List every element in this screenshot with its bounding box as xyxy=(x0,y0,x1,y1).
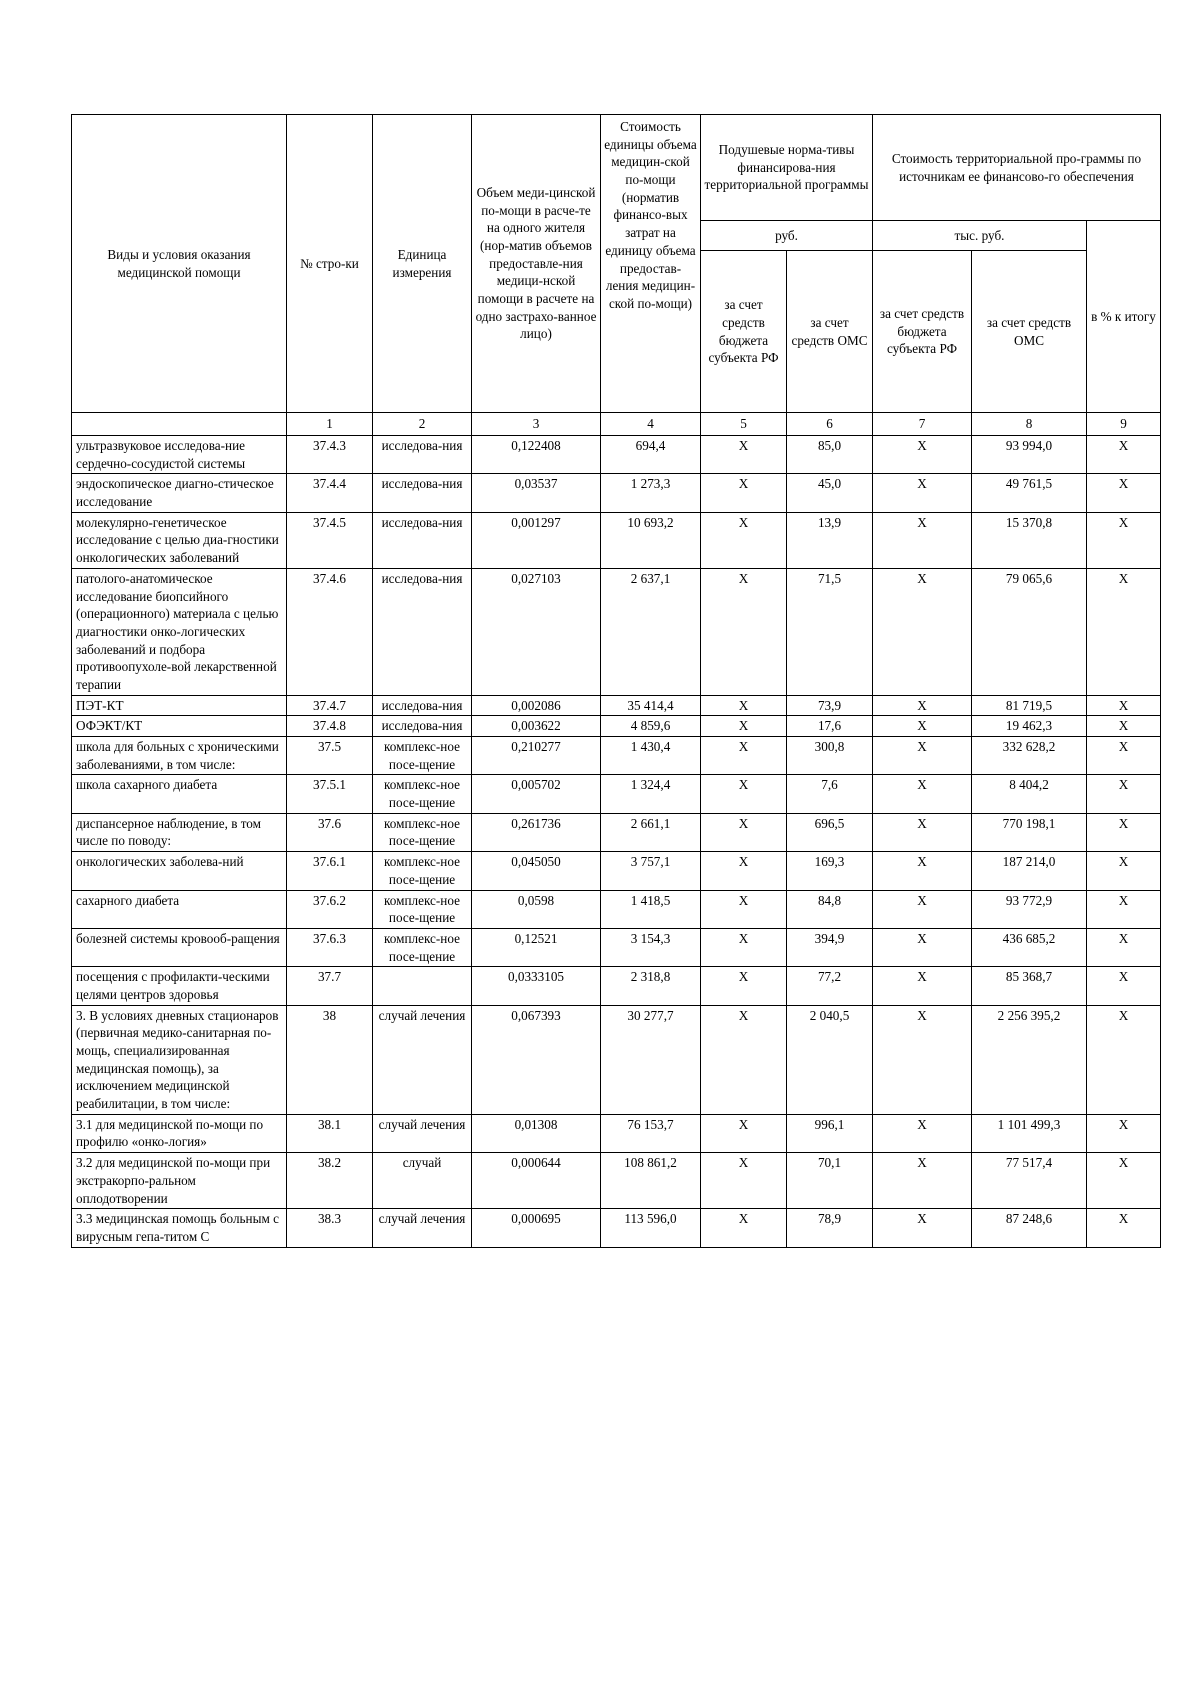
percent-cell: Х xyxy=(1087,474,1161,512)
oms-thousand-cell: 93 772,9 xyxy=(972,890,1087,928)
table-row xyxy=(72,1114,1161,1152)
column-number: 9 xyxy=(1087,413,1161,436)
volume-cell: 0,122408 xyxy=(472,436,601,474)
cost-cell: 3 757,1 xyxy=(601,852,701,890)
row-name: 3.2 для медицинской по-мощи при экстракорпо-ральном оплодотворении xyxy=(72,1153,287,1209)
oms-rub-cell: 45,0 xyxy=(787,474,873,512)
cost-cell: 1 418,5 xyxy=(601,890,701,928)
budget-thousand-cell: Х xyxy=(873,695,972,716)
column-number: 7 xyxy=(873,413,972,436)
column-number-row xyxy=(72,413,1161,436)
volume-cell: 0,067393 xyxy=(472,1005,601,1114)
oms-thousand-cell: 85 368,7 xyxy=(972,967,1087,1005)
row-number: 37.4.4 xyxy=(287,474,373,512)
budget-thousand-cell: Х xyxy=(873,436,972,474)
volume-cell: 0,000695 xyxy=(472,1209,601,1247)
column-number xyxy=(72,413,287,436)
budget-thousand-cell: Х xyxy=(873,967,972,1005)
row-number: 37.4.6 xyxy=(287,568,373,695)
column-number: 4 xyxy=(601,413,701,436)
oms-thousand-cell: 81 719,5 xyxy=(972,695,1087,716)
unit-cell: комплекс-ное посе-щение xyxy=(373,813,472,851)
unit-cell: случай xyxy=(373,1153,472,1209)
cost-cell: 35 414,4 xyxy=(601,695,701,716)
row-name: диспансерное наблюдение, в том числе по поводу: xyxy=(72,813,287,851)
table-row xyxy=(72,775,1161,813)
unit-cell: комплекс-ное посе-щение xyxy=(373,737,472,775)
oms-rub-cell: 84,8 xyxy=(787,890,873,928)
row-name: посещения с профилакти-ческими целями центров здоровья xyxy=(72,967,287,1005)
oms-thousand-cell: 332 628,2 xyxy=(972,737,1087,775)
budget-thousand-cell: Х xyxy=(873,813,972,851)
table-row xyxy=(72,928,1161,966)
percent-cell: Х xyxy=(1087,775,1161,813)
row-number: 37.6.3 xyxy=(287,928,373,966)
volume-cell: 0,027103 xyxy=(472,568,601,695)
row-number: 38.2 xyxy=(287,1153,373,1209)
cost-cell: 1 273,3 xyxy=(601,474,701,512)
table-row xyxy=(72,474,1161,512)
unit-cell: случай лечения xyxy=(373,1114,472,1152)
oms-thousand-cell: 436 685,2 xyxy=(972,928,1087,966)
oms-thousand-cell: 79 065,6 xyxy=(972,568,1087,695)
table-row xyxy=(72,1005,1161,1114)
oms-rub-cell: 169,3 xyxy=(787,852,873,890)
row-name: 3.1 для медицинской по-мощи по профилю «онко-логия» xyxy=(72,1114,287,1152)
cost-cell: 4 859,6 xyxy=(601,716,701,737)
budget-rub-cell: Х xyxy=(701,737,787,775)
unit-cell: исследова-ния xyxy=(373,474,472,512)
percent-cell: Х xyxy=(1087,813,1161,851)
header-percent-total: в % к итогу xyxy=(1087,221,1161,413)
unit-cell: случай лечения xyxy=(373,1005,472,1114)
budget-rub-cell: Х xyxy=(701,436,787,474)
volume-cell: 0,045050 xyxy=(472,852,601,890)
row-number: 37.6 xyxy=(287,813,373,851)
oms-rub-cell: 7,6 xyxy=(787,775,873,813)
budget-rub-cell: Х xyxy=(701,967,787,1005)
oms-thousand-cell: 1 101 499,3 xyxy=(972,1114,1087,1152)
table-header xyxy=(72,115,1161,436)
unit-cell xyxy=(373,967,472,1005)
cost-cell: 2 661,1 xyxy=(601,813,701,851)
budget-rub-cell: Х xyxy=(701,928,787,966)
unit-cell: исследова-ния xyxy=(373,716,472,737)
volume-cell: 0,001297 xyxy=(472,512,601,568)
volume-cell: 0,0333105 xyxy=(472,967,601,1005)
budget-thousand-cell: Х xyxy=(873,1005,972,1114)
percent-cell: Х xyxy=(1087,568,1161,695)
column-number: 5 xyxy=(701,413,787,436)
row-name: школа сахарного диабета xyxy=(72,775,287,813)
column-number: 3 xyxy=(472,413,601,436)
unit-cell: комплекс-ное посе-щение xyxy=(373,928,472,966)
header-volume: Объем меди-цинской по-мощи в расче-те на одного жителя (нор-матив объемов предоставле-ния медици-нской помощи в расчете на одно застрахо-ванное лицо) xyxy=(472,115,601,413)
budget-thousand-cell: Х xyxy=(873,928,972,966)
budget-rub-cell: Х xyxy=(701,512,787,568)
row-name: 3. В условиях дневных стационаров (первичная медико-санитарная по-мощь, специализированная медицинская помощь), за исключением медицинской реабилитации, в том числе: xyxy=(72,1005,287,1114)
oms-thousand-cell: 187 214,0 xyxy=(972,852,1087,890)
oms-rub-cell: 85,0 xyxy=(787,436,873,474)
oms-rub-cell: 70,1 xyxy=(787,1153,873,1209)
header-per-capita-group: Подушевые норма-тивы финансирова-ния территориальной программы xyxy=(701,115,873,221)
row-number: 37.7 xyxy=(287,967,373,1005)
percent-cell: Х xyxy=(1087,1209,1161,1247)
table-row xyxy=(72,967,1161,1005)
row-name: онкологических заболева-ний xyxy=(72,852,287,890)
table-row xyxy=(72,1209,1161,1247)
row-name: эндоскопическое диагно-стическое исследование xyxy=(72,474,287,512)
row-name: сахарного диабета xyxy=(72,890,287,928)
row-name: ультразвуковое исследова-ние сердечно-сосудистой системы xyxy=(72,436,287,474)
unit-cell: исследова-ния xyxy=(373,695,472,716)
oms-rub-cell: 17,6 xyxy=(787,716,873,737)
column-number: 2 xyxy=(373,413,472,436)
volume-cell: 0,01308 xyxy=(472,1114,601,1152)
header-oms-rub: за счет средств ОМС xyxy=(787,251,873,413)
oms-thousand-cell: 49 761,5 xyxy=(972,474,1087,512)
cost-cell: 3 154,3 xyxy=(601,928,701,966)
volume-cell: 0,210277 xyxy=(472,737,601,775)
budget-thousand-cell: Х xyxy=(873,716,972,737)
oms-rub-cell: 394,9 xyxy=(787,928,873,966)
budget-thousand-cell: Х xyxy=(873,568,972,695)
row-name: молекулярно-генетическое исследование с целью диа-гностики онкологических заболеваний xyxy=(72,512,287,568)
budget-thousand-cell: Х xyxy=(873,512,972,568)
row-name: ПЭТ-КТ xyxy=(72,695,287,716)
volume-cell: 0,000644 xyxy=(472,1153,601,1209)
table-row xyxy=(72,512,1161,568)
column-number: 6 xyxy=(787,413,873,436)
oms-rub-cell: 13,9 xyxy=(787,512,873,568)
row-name: 3.3 медицинская помощь больным с вирусным гепа-титом С xyxy=(72,1209,287,1247)
volume-cell: 0,003622 xyxy=(472,716,601,737)
oms-thousand-cell: 8 404,2 xyxy=(972,775,1087,813)
volume-cell: 0,261736 xyxy=(472,813,601,851)
volume-cell: 0,0598 xyxy=(472,890,601,928)
oms-rub-cell: 78,9 xyxy=(787,1209,873,1247)
row-name: школа для больных с хроническими заболеваниями, в том числе: xyxy=(72,737,287,775)
row-number: 37.6.1 xyxy=(287,852,373,890)
header-oms-thousand: за счет средств ОМС xyxy=(972,251,1087,413)
unit-cell: комплекс-ное посе-щение xyxy=(373,852,472,890)
header-budget-rub: за счет средств бюджета субъекта РФ xyxy=(701,251,787,413)
oms-rub-cell: 300,8 xyxy=(787,737,873,775)
budget-rub-cell: Х xyxy=(701,775,787,813)
row-number: 37.4.7 xyxy=(287,695,373,716)
budget-thousand-cell: Х xyxy=(873,890,972,928)
cost-cell: 2 637,1 xyxy=(601,568,701,695)
volume-cell: 0,002086 xyxy=(472,695,601,716)
table-row xyxy=(72,695,1161,716)
table-row xyxy=(72,813,1161,851)
oms-rub-cell: 77,2 xyxy=(787,967,873,1005)
unit-cell: исследова-ния xyxy=(373,512,472,568)
volume-cell: 0,12521 xyxy=(472,928,601,966)
unit-cell: комплекс-ное посе-щение xyxy=(373,775,472,813)
table-row xyxy=(72,716,1161,737)
row-number: 37.5.1 xyxy=(287,775,373,813)
percent-cell: Х xyxy=(1087,967,1161,1005)
row-number: 37.5 xyxy=(287,737,373,775)
percent-cell: Х xyxy=(1087,852,1161,890)
budget-thousand-cell: Х xyxy=(873,775,972,813)
cost-cell: 694,4 xyxy=(601,436,701,474)
percent-cell: Х xyxy=(1087,716,1161,737)
budget-rub-cell: Х xyxy=(701,568,787,695)
oms-thousand-cell: 93 994,0 xyxy=(972,436,1087,474)
cost-cell: 1 430,4 xyxy=(601,737,701,775)
table-row xyxy=(72,852,1161,890)
budget-thousand-cell: Х xyxy=(873,737,972,775)
row-number: 38.1 xyxy=(287,1114,373,1152)
header-unit-thousand-rub: тыс. руб. xyxy=(873,221,1087,251)
unit-cell: исследова-ния xyxy=(373,568,472,695)
budget-rub-cell: Х xyxy=(701,1209,787,1247)
table-row xyxy=(72,890,1161,928)
budget-rub-cell: Х xyxy=(701,1005,787,1114)
header-name: Виды и условия оказания медицинской помощи xyxy=(72,115,287,413)
budget-thousand-cell: Х xyxy=(873,1209,972,1247)
table-row xyxy=(72,436,1161,474)
percent-cell: Х xyxy=(1087,436,1161,474)
financing-table xyxy=(71,114,1161,1248)
table-row xyxy=(72,568,1161,695)
cost-cell: 113 596,0 xyxy=(601,1209,701,1247)
cost-cell: 2 318,8 xyxy=(601,967,701,1005)
percent-cell: Х xyxy=(1087,1005,1161,1114)
percent-cell: Х xyxy=(1087,512,1161,568)
oms-thousand-cell: 87 248,6 xyxy=(972,1209,1087,1247)
header-budget-thousand: за счет средств бюджета субъекта РФ xyxy=(873,251,972,413)
percent-cell: Х xyxy=(1087,1114,1161,1152)
oms-rub-cell: 73,9 xyxy=(787,695,873,716)
oms-thousand-cell: 770 198,1 xyxy=(972,813,1087,851)
table-body xyxy=(72,436,1161,1248)
percent-cell: Х xyxy=(1087,737,1161,775)
cost-cell: 76 153,7 xyxy=(601,1114,701,1152)
cost-cell: 1 324,4 xyxy=(601,775,701,813)
budget-thousand-cell: Х xyxy=(873,1114,972,1152)
budget-rub-cell: Х xyxy=(701,890,787,928)
volume-cell: 0,005702 xyxy=(472,775,601,813)
budget-rub-cell: Х xyxy=(701,852,787,890)
unit-cell: исследова-ния xyxy=(373,436,472,474)
budget-thousand-cell: Х xyxy=(873,474,972,512)
header-row-no: № стро-ки xyxy=(287,115,373,413)
header-cost: Стоимость единицы объема медицин-ской по-мощи (норматив финансо-вых затрат на единицу объема предостав-ления медицин-ской по-мощи) xyxy=(601,115,701,413)
row-number: 38 xyxy=(287,1005,373,1114)
oms-thousand-cell: 77 517,4 xyxy=(972,1153,1087,1209)
header-unit: Единица измерения xyxy=(373,115,472,413)
volume-cell: 0,03537 xyxy=(472,474,601,512)
unit-cell: случай лечения xyxy=(373,1209,472,1247)
row-name: патолого-анатомическое исследование биопсийного (операционного) материала с целью диагностики онко-логических заболеваний и подбора противоопухоле-вой лекарственной терапии xyxy=(72,568,287,695)
budget-rub-cell: Х xyxy=(701,474,787,512)
header-program-cost-group: Стоимость территориальной про-граммы по источникам ее финансово-го обеспечения xyxy=(873,115,1161,221)
column-number: 1 xyxy=(287,413,373,436)
oms-rub-cell: 2 040,5 xyxy=(787,1005,873,1114)
table-row xyxy=(72,1153,1161,1209)
percent-cell: Х xyxy=(1087,695,1161,716)
percent-cell: Х xyxy=(1087,890,1161,928)
header-unit-rub: руб. xyxy=(701,221,873,251)
budget-rub-cell: Х xyxy=(701,716,787,737)
column-number: 8 xyxy=(972,413,1087,436)
budget-rub-cell: Х xyxy=(701,695,787,716)
row-number: 37.4.5 xyxy=(287,512,373,568)
row-number: 37.4.8 xyxy=(287,716,373,737)
oms-rub-cell: 696,5 xyxy=(787,813,873,851)
cost-cell: 10 693,2 xyxy=(601,512,701,568)
oms-thousand-cell: 2 256 395,2 xyxy=(972,1005,1087,1114)
row-name: ОФЭКТ/КТ xyxy=(72,716,287,737)
table-row xyxy=(72,737,1161,775)
oms-rub-cell: 71,5 xyxy=(787,568,873,695)
row-name: болезней системы кровооб-ращения xyxy=(72,928,287,966)
oms-thousand-cell: 15 370,8 xyxy=(972,512,1087,568)
row-number: 37.4.3 xyxy=(287,436,373,474)
budget-thousand-cell: Х xyxy=(873,852,972,890)
row-number: 37.6.2 xyxy=(287,890,373,928)
budget-thousand-cell: Х xyxy=(873,1153,972,1209)
oms-rub-cell: 996,1 xyxy=(787,1114,873,1152)
budget-rub-cell: Х xyxy=(701,813,787,851)
oms-thousand-cell: 19 462,3 xyxy=(972,716,1087,737)
cost-cell: 30 277,7 xyxy=(601,1005,701,1114)
budget-rub-cell: Х xyxy=(701,1153,787,1209)
unit-cell: комплекс-ное посе-щение xyxy=(373,890,472,928)
cost-cell: 108 861,2 xyxy=(601,1153,701,1209)
budget-rub-cell: Х xyxy=(701,1114,787,1152)
percent-cell: Х xyxy=(1087,928,1161,966)
row-number: 38.3 xyxy=(287,1209,373,1247)
percent-cell: Х xyxy=(1087,1153,1161,1209)
